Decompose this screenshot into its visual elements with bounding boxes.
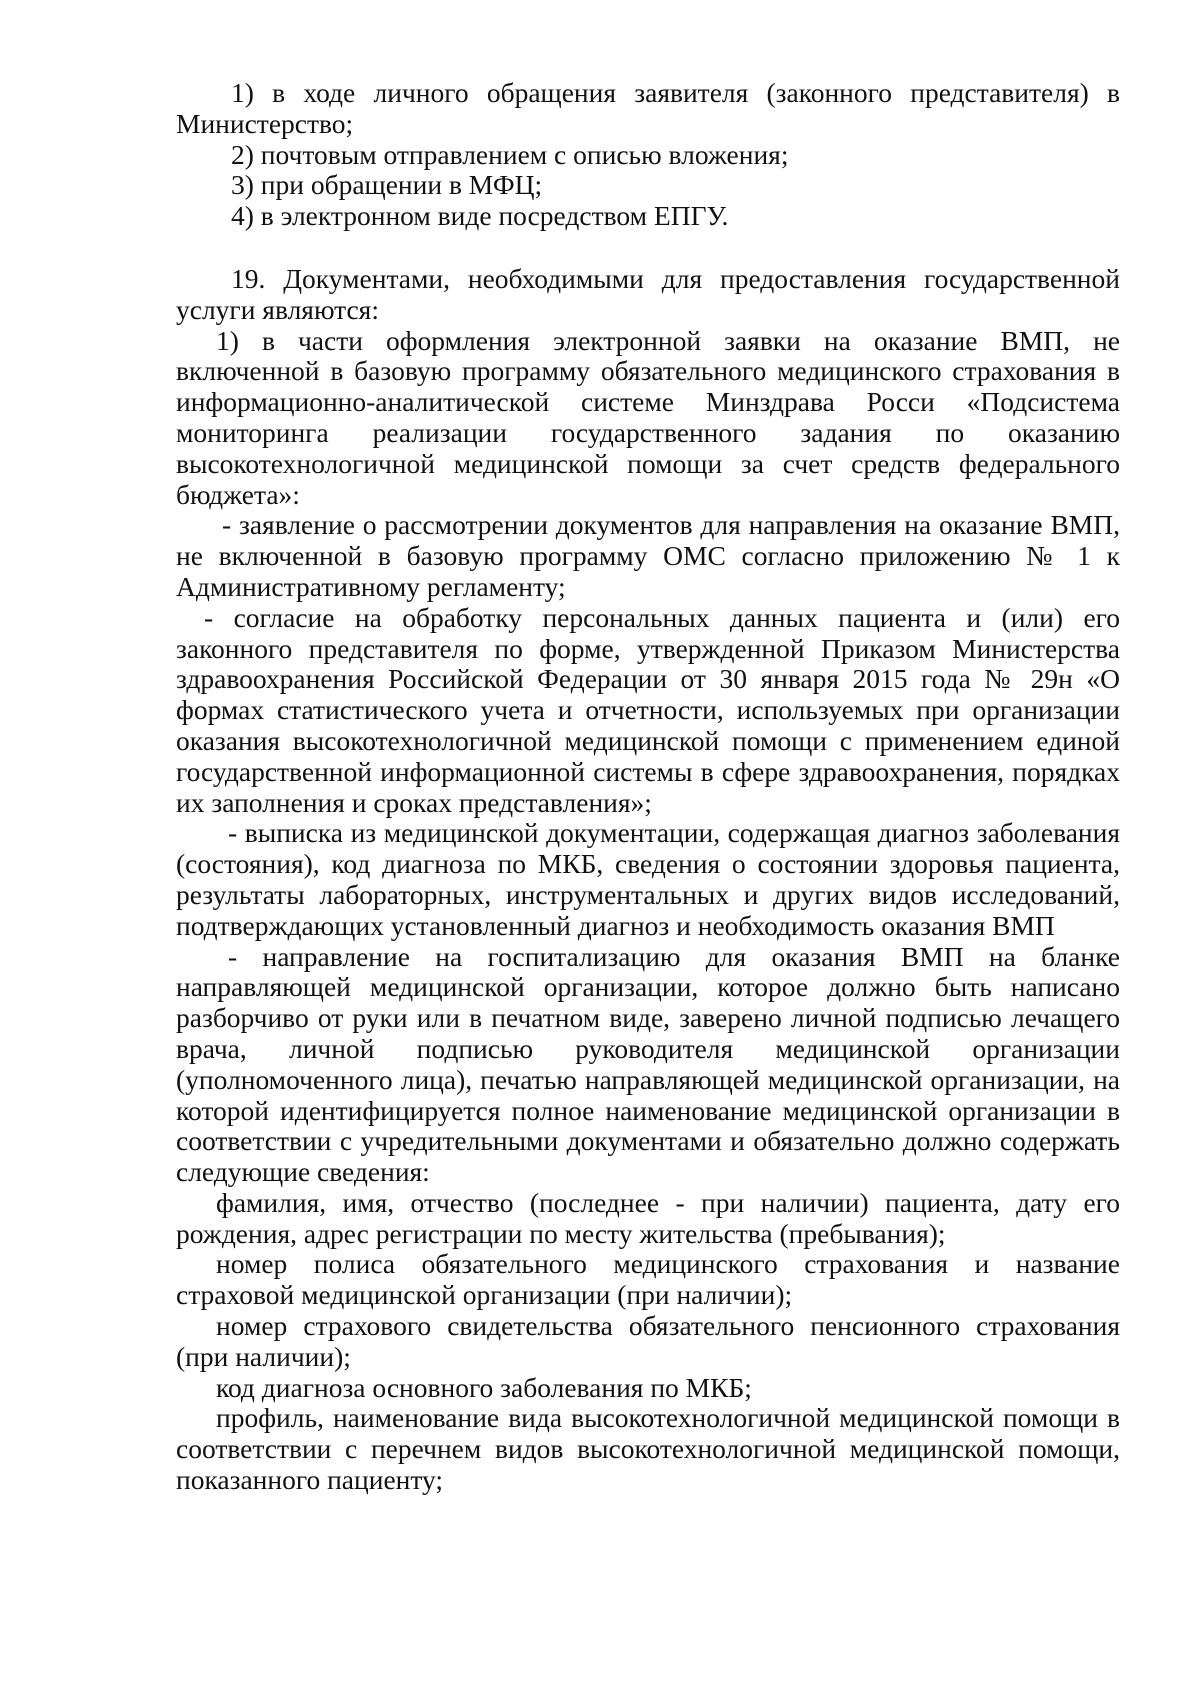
document-medical-extract: - выписка из медицинской документации, содержащая диагноз заболевания (состояния), код диагноза по МКБ, сведения о состоянии здоровья пациента, результаты лабораторных, инструментальных и других видов исследований, подтверждающих установленный диагноз и необходимость оказания ВМП (176, 817, 1120, 941)
document-referral: - направление на госпитализацию для оказания ВМП на бланке направляющей медицинской организации, которое должно быть написано разборчиво от руки или в печатном виде, заверено личной подписью лечащего врача, личной подписью руководителя медицинской организации (уполномоченного лица), печатью направляющей медицинской организации, на которой идентифицируется полное наименование медицинской организации в соответствии с учредительными документами и обязательно должно содержать следующие сведения: (176, 940, 1120, 1188)
submission-method-epgu: 4) в электронном виде посредством ЕПГУ. (231, 200, 729, 232)
submission-method-personal: 1) в ходе личного обращения заявителя (законного представителя) в Министерство; (176, 77, 1120, 139)
clause-19-heading: 19. Документами, необходимыми для предоставления государственной услуги являются: (176, 262, 1120, 325)
submission-method-mail: 2) почтовым отправлением с описью вложения; (231, 138, 789, 170)
referral-field-diagnosis: код диагноза основного заболевания по МКБ; (216, 1371, 752, 1403)
referral-field-policy: номер полиса обязательного медицинского страхования и название страховой медицинской организации (при наличии); (176, 1248, 1120, 1311)
document-body (176, 78, 1120, 1496)
paragraph-gap (176, 232, 1120, 264)
referral-field-snils: номер страхового свидетельства обязательного пенсионного страхования (при наличии); (176, 1310, 1120, 1372)
document-consent: - согласие на обработку персональных данных пациента и (или) его законного представителя по форме, утвержденной Приказом Министерства здравоохранения Российской Федерации от 30 января 2015 года № 29н «О формах статистического учета и отчетности, используемых при организации оказания высокотехнологичной медицинской помощи с применением единой государственной информационной системы в сфере здравоохранения, порядках их заполнения и сроках представления»; (176, 601, 1120, 818)
referral-field-profile: профиль, наименование вида высокотехнологичной медицинской помощи в соответствии с перечнем видов высокотехнологичной медицинской помощи, показанного пациенту; (176, 1402, 1120, 1496)
clause-19-item-1: 1) в части оформления электронной заявки на оказание ВМП, не включенной в базовую программу обязательного медицинского страхования в информационно-аналитической системе Минздрава Росси «Подсистема мониторинга реализации государственного задания по оказанию высокотехнологичной медицинской помощи за счет средств федерального бюджета»: (176, 324, 1120, 510)
document-application: - заявление о рассмотрении документов для направления на оказание ВМП, не включенной в базовую программу ОМС согласно приложению № 1 к Административному регламенту; (176, 509, 1120, 602)
referral-field-name: фамилия, имя, отчество (последнее - при наличии) пациента, дату его рождения, адрес регистрации по месту жительства (пребывания); (176, 1186, 1120, 1249)
submission-method-mfc: 3) при обращении в МФЦ; (231, 169, 543, 201)
